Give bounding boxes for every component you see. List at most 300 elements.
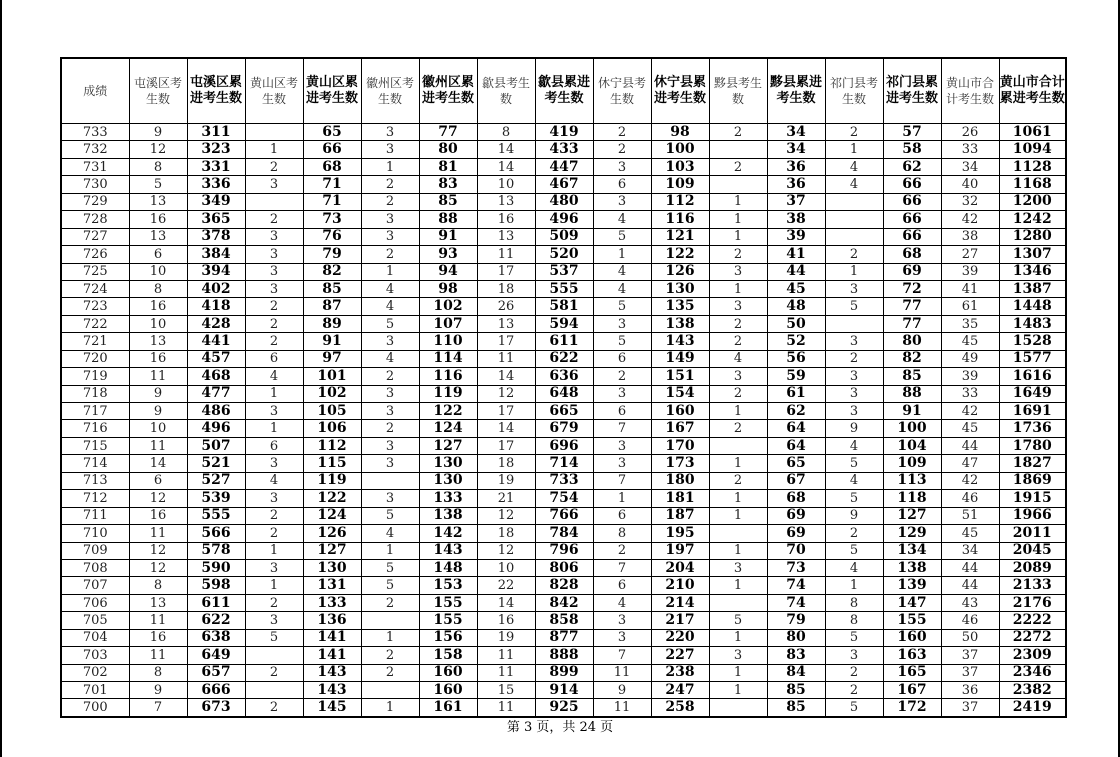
cell-huizhou-count [361,682,419,699]
cell-score: 711 [61,507,129,524]
cell-shexian-count: 13 [477,193,535,210]
header-city-total-count: 黄山市合计考生数 [941,58,999,124]
cell-qimen-cumulative: 127 [883,507,941,524]
cell-city-total-cumulative: 1736 [999,420,1066,437]
cell-score: 713 [61,472,129,489]
cell-city-total-cumulative: 1483 [999,315,1066,332]
cell-yixian-count: 3 [709,263,767,280]
cell-yixian-cumulative: 74 [767,577,825,594]
table-row [61,350,1066,367]
cell-city-total-count: 34 [941,542,999,559]
cell-shexian-cumulative: 888 [535,647,593,664]
cell-score: 721 [61,333,129,350]
cell-huizhou-count: 3 [361,437,419,454]
cell-score: 719 [61,368,129,385]
cell-huizhou-count: 5 [361,577,419,594]
cell-shexian-count: 11 [477,664,535,681]
cell-huangshan-count: 2 [245,664,303,681]
cell-huangshan-count: 3 [245,246,303,263]
cell-huizhou-cumulative: 80 [419,141,477,158]
cell-huizhou-count: 2 [361,368,419,385]
cell-huangshan-cumulative: 87 [303,298,361,315]
cell-huangshan-count: 3 [245,176,303,193]
header-tunxi-count: 屯溪区考生数 [129,58,187,124]
header-qimen-cumulative: 祁门县累进考生数 [883,58,941,124]
cell-qimen-cumulative: 147 [883,594,941,611]
cell-huizhou-count: 2 [361,594,419,611]
cell-city-total-count: 37 [941,647,999,664]
cell-yixian-cumulative: 44 [767,263,825,280]
cell-qimen-count: 5 [825,298,883,315]
cell-tunxi-cumulative: 539 [187,490,245,507]
cell-qimen-count: 5 [825,455,883,472]
cell-huangshan-count: 2 [245,507,303,524]
cell-yixian-count: 1 [709,542,767,559]
cell-city-total-cumulative: 1827 [999,455,1066,472]
cell-shexian-cumulative: 754 [535,490,593,507]
cell-huangshan-count: 1 [245,420,303,437]
cell-yixian-count [709,594,767,611]
cell-huangshan-cumulative: 112 [303,437,361,454]
cell-huangshan-cumulative: 91 [303,333,361,350]
cell-huizhou-count: 1 [361,158,419,175]
cell-huizhou-count: 4 [361,280,419,297]
cell-huangshan-count: 2 [245,211,303,228]
cell-yixian-cumulative: 79 [767,612,825,629]
cell-score: 714 [61,455,129,472]
cell-huizhou-cumulative: 116 [419,368,477,385]
cell-score: 707 [61,577,129,594]
cell-qimen-cumulative: 68 [883,246,941,263]
cell-qimen-cumulative: 91 [883,403,941,420]
cell-tunxi-count: 14 [129,455,187,472]
cell-xiuning-cumulative: 214 [651,594,709,611]
cell-city-total-count: 39 [941,263,999,280]
cell-huizhou-count: 3 [361,403,419,420]
cell-yixian-count: 1 [709,193,767,210]
cell-xiuning-cumulative: 103 [651,158,709,175]
cell-tunxi-cumulative: 394 [187,263,245,280]
cell-yixian-count: 2 [709,420,767,437]
cell-yixian-count: 1 [709,577,767,594]
cell-shexian-count: 16 [477,612,535,629]
table-row [61,176,1066,193]
cell-xiuning-cumulative: 167 [651,420,709,437]
cell-huangshan-cumulative: 101 [303,368,361,385]
cell-huizhou-cumulative: 142 [419,525,477,542]
cell-yixian-cumulative: 38 [767,211,825,228]
cell-tunxi-count: 13 [129,594,187,611]
cell-xiuning-cumulative: 187 [651,507,709,524]
cell-xiuning-count: 8 [593,525,651,542]
cell-qimen-cumulative: 129 [883,525,941,542]
cell-city-total-count: 51 [941,507,999,524]
cell-yixian-count [709,176,767,193]
cell-huangshan-count: 3 [245,403,303,420]
table-row [61,577,1066,594]
cell-huangshan-count: 1 [245,141,303,158]
cell-qimen-count: 8 [825,612,883,629]
cell-xiuning-count: 11 [593,664,651,681]
cell-huizhou-count [361,612,419,629]
cell-huangshan-count: 2 [245,315,303,332]
cell-shexian-cumulative: 636 [535,368,593,385]
cell-yixian-cumulative: 52 [767,333,825,350]
cell-city-total-count: 46 [941,612,999,629]
cell-huangshan-cumulative: 126 [303,525,361,542]
cell-yixian-cumulative: 59 [767,368,825,385]
cell-xiuning-cumulative: 227 [651,647,709,664]
cell-shexian-count: 14 [477,420,535,437]
cell-score: 716 [61,420,129,437]
cell-huangshan-cumulative: 130 [303,559,361,576]
cell-huangshan-cumulative: 115 [303,455,361,472]
cell-shexian-cumulative: 714 [535,455,593,472]
cell-xiuning-count: 11 [593,699,651,717]
cell-qimen-cumulative: 139 [883,577,941,594]
cell-qimen-cumulative: 72 [883,280,941,297]
cell-yixian-count [709,699,767,717]
cell-tunxi-cumulative: 590 [187,559,245,576]
cell-shexian-count: 14 [477,368,535,385]
cell-huizhou-count: 3 [361,333,419,350]
cell-huangshan-count: 3 [245,612,303,629]
cell-huangshan-count: 3 [245,280,303,297]
cell-qimen-cumulative: 85 [883,368,941,385]
cell-tunxi-cumulative: 598 [187,577,245,594]
cell-shexian-cumulative: 899 [535,664,593,681]
cell-city-total-cumulative: 2089 [999,559,1066,576]
cell-huizhou-count: 2 [361,664,419,681]
cell-shexian-cumulative: 877 [535,629,593,646]
table-row [61,594,1066,611]
cell-huangshan-cumulative: 133 [303,594,361,611]
cell-huangshan-cumulative: 136 [303,612,361,629]
cell-qimen-count: 2 [825,350,883,367]
cell-yixian-cumulative: 74 [767,594,825,611]
table-row [61,664,1066,681]
cell-huizhou-count: 2 [361,647,419,664]
cell-xiuning-count: 2 [593,542,651,559]
table-row [61,385,1066,402]
cell-tunxi-cumulative: 311 [187,124,245,141]
cell-xiuning-count: 2 [593,368,651,385]
cell-huizhou-count: 2 [361,176,419,193]
cell-yixian-cumulative: 68 [767,490,825,507]
cell-qimen-count [825,193,883,210]
cell-qimen-count: 4 [825,559,883,576]
cell-xiuning-cumulative: 98 [651,124,709,141]
cell-yixian-cumulative: 45 [767,280,825,297]
cell-huangshan-count: 1 [245,385,303,402]
cell-city-total-cumulative: 1280 [999,228,1066,245]
cell-tunxi-cumulative: 336 [187,176,245,193]
cell-huangshan-cumulative: 127 [303,542,361,559]
cell-tunxi-cumulative: 521 [187,455,245,472]
cell-xiuning-cumulative: 210 [651,577,709,594]
cell-qimen-count: 5 [825,699,883,717]
cell-qimen-cumulative: 172 [883,699,941,717]
cell-huangshan-cumulative: 71 [303,193,361,210]
cell-city-total-count: 44 [941,559,999,576]
cell-huizhou-count: 5 [361,507,419,524]
cell-xiuning-cumulative: 121 [651,228,709,245]
cell-xiuning-count: 2 [593,141,651,158]
header-xiuning-count: 休宁县考生数 [593,58,651,124]
table-row [61,280,1066,297]
table-row [61,699,1066,717]
cell-tunxi-cumulative: 507 [187,437,245,454]
cell-xiuning-count: 4 [593,594,651,611]
cell-huizhou-count: 3 [361,455,419,472]
cell-score: 701 [61,682,129,699]
cell-city-total-cumulative: 1346 [999,263,1066,280]
table-row [61,298,1066,315]
cell-shexian-count: 13 [477,228,535,245]
cell-huizhou-cumulative: 91 [419,228,477,245]
cell-yixian-count: 2 [709,472,767,489]
cell-tunxi-cumulative: 578 [187,542,245,559]
cell-city-total-cumulative: 1869 [999,472,1066,489]
cell-shexian-cumulative: 696 [535,437,593,454]
cell-city-total-cumulative: 1966 [999,507,1066,524]
cell-qimen-cumulative: 66 [883,228,941,245]
cell-qimen-count: 3 [825,403,883,420]
header-huangshan-count: 黄山区考生数 [245,58,303,124]
cell-tunxi-cumulative: 349 [187,193,245,210]
cell-huangshan-count: 4 [245,368,303,385]
cell-city-total-count: 61 [941,298,999,315]
cell-shexian-cumulative: 433 [535,141,593,158]
cell-tunxi-cumulative: 622 [187,612,245,629]
cell-city-total-cumulative: 2133 [999,577,1066,594]
cell-huangshan-cumulative: 102 [303,385,361,402]
cell-yixian-cumulative: 69 [767,507,825,524]
cell-tunxi-count: 9 [129,403,187,420]
cell-city-total-cumulative: 2176 [999,594,1066,611]
cell-huangshan-cumulative: 143 [303,664,361,681]
cell-city-total-count: 39 [941,368,999,385]
cell-tunxi-cumulative: 468 [187,368,245,385]
cell-score: 702 [61,664,129,681]
cell-tunxi-count: 11 [129,368,187,385]
cell-xiuning-cumulative: 100 [651,141,709,158]
cell-huangshan-cumulative: 82 [303,263,361,280]
cell-qimen-count: 3 [825,333,883,350]
cell-city-total-count: 35 [941,315,999,332]
cell-tunxi-count: 16 [129,350,187,367]
cell-city-total-count: 50 [941,629,999,646]
cell-qimen-cumulative: 80 [883,333,941,350]
cell-shexian-count: 19 [477,472,535,489]
cell-city-total-cumulative: 1200 [999,193,1066,210]
cell-score: 732 [61,141,129,158]
cell-city-total-cumulative: 2346 [999,664,1066,681]
cell-yixian-count [709,525,767,542]
cell-qimen-count: 1 [825,577,883,594]
cell-huangshan-cumulative: 105 [303,403,361,420]
cell-city-total-cumulative: 1242 [999,211,1066,228]
cell-huangshan-count [245,682,303,699]
cell-shexian-count: 10 [477,176,535,193]
cell-tunxi-count: 12 [129,542,187,559]
table-row [61,403,1066,420]
cell-xiuning-cumulative: 112 [651,193,709,210]
cell-huizhou-cumulative: 161 [419,699,477,717]
cell-huangshan-count: 2 [245,699,303,717]
cell-city-total-cumulative: 1649 [999,385,1066,402]
cell-city-total-count: 42 [941,211,999,228]
cell-qimen-cumulative: 66 [883,193,941,210]
cell-huangshan-count: 3 [245,455,303,472]
cell-tunxi-count: 10 [129,263,187,280]
cell-tunxi-cumulative: 611 [187,594,245,611]
cell-tunxi-cumulative: 638 [187,629,245,646]
cell-tunxi-count: 11 [129,437,187,454]
cell-score: 717 [61,403,129,420]
cell-xiuning-count: 5 [593,333,651,350]
cell-city-total-cumulative: 1061 [999,124,1066,141]
cell-yixian-count: 1 [709,682,767,699]
cell-qimen-cumulative: 118 [883,490,941,507]
cell-shexian-count: 22 [477,577,535,594]
cell-qimen-cumulative: 88 [883,385,941,402]
cell-yixian-cumulative: 83 [767,647,825,664]
cell-xiuning-cumulative: 154 [651,385,709,402]
cell-city-total-cumulative: 1780 [999,437,1066,454]
cell-shexian-cumulative: 828 [535,577,593,594]
cell-xiuning-cumulative: 135 [651,298,709,315]
cell-city-total-count: 44 [941,577,999,594]
cell-shexian-count: 11 [477,350,535,367]
cell-yixian-cumulative: 70 [767,542,825,559]
cell-huizhou-count: 1 [361,629,419,646]
cell-xiuning-count: 1 [593,490,651,507]
cell-tunxi-cumulative: 527 [187,472,245,489]
cell-huizhou-count: 1 [361,542,419,559]
cell-tunxi-count: 10 [129,420,187,437]
cell-tunxi-count: 8 [129,664,187,681]
cell-qimen-cumulative: 58 [883,141,941,158]
cell-huizhou-count: 3 [361,490,419,507]
table-row [61,420,1066,437]
cell-huangshan-cumulative: 71 [303,176,361,193]
cell-tunxi-count: 10 [129,315,187,332]
cell-xiuning-count: 3 [593,455,651,472]
cell-huizhou-cumulative: 160 [419,682,477,699]
cell-huizhou-cumulative: 93 [419,246,477,263]
cell-huangshan-cumulative: 122 [303,490,361,507]
cell-qimen-cumulative: 69 [883,263,941,280]
cell-huangshan-count: 1 [245,542,303,559]
cell-xiuning-cumulative: 220 [651,629,709,646]
cell-score: 710 [61,525,129,542]
cell-qimen-count: 1 [825,263,883,280]
cell-huizhou-count: 3 [361,211,419,228]
cell-qimen-cumulative: 109 [883,455,941,472]
cell-shexian-count: 14 [477,141,535,158]
cell-shexian-count: 8 [477,124,535,141]
cell-yixian-cumulative: 73 [767,559,825,576]
cell-yixian-count: 2 [709,158,767,175]
cell-qimen-cumulative: 134 [883,542,941,559]
cell-yixian-cumulative: 36 [767,158,825,175]
cell-xiuning-count: 4 [593,263,651,280]
cell-qimen-cumulative: 167 [883,682,941,699]
cell-yixian-cumulative: 48 [767,298,825,315]
cell-city-total-count: 42 [941,472,999,489]
cell-tunxi-count: 16 [129,298,187,315]
cell-huangshan-count: 4 [245,472,303,489]
header-shexian-count: 歙县考生数 [477,58,535,124]
cell-yixian-count: 3 [709,368,767,385]
cell-huizhou-count: 3 [361,228,419,245]
table-row [61,228,1066,245]
cell-shexian-cumulative: 858 [535,612,593,629]
cell-huizhou-cumulative: 77 [419,124,477,141]
cell-huizhou-cumulative: 119 [419,385,477,402]
cell-huizhou-cumulative: 98 [419,280,477,297]
header-yixian-count: 黟县考生数 [709,58,767,124]
cell-tunxi-count: 13 [129,333,187,350]
cell-city-total-count: 33 [941,141,999,158]
cell-city-total-count: 37 [941,699,999,717]
cell-xiuning-count: 7 [593,472,651,489]
cell-xiuning-count: 6 [593,176,651,193]
cell-shexian-count: 17 [477,333,535,350]
cell-yixian-cumulative: 67 [767,472,825,489]
cell-qimen-cumulative: 62 [883,158,941,175]
cell-tunxi-count: 5 [129,176,187,193]
cell-xiuning-count: 3 [593,193,651,210]
cell-huangshan-count: 3 [245,263,303,280]
cell-qimen-cumulative: 113 [883,472,941,489]
cell-qimen-count: 2 [825,124,883,141]
cell-huangshan-count: 3 [245,559,303,576]
cell-score: 700 [61,699,129,717]
cell-huangshan-cumulative: 145 [303,699,361,717]
cell-yixian-count: 1 [709,507,767,524]
cell-score: 729 [61,193,129,210]
cell-shexian-cumulative: 611 [535,333,593,350]
cell-tunxi-cumulative: 666 [187,682,245,699]
cell-city-total-cumulative: 2419 [999,699,1066,717]
cell-xiuning-cumulative: 143 [651,333,709,350]
cell-huangshan-cumulative: 79 [303,246,361,263]
cell-xiuning-count: 7 [593,420,651,437]
cell-city-total-count: 49 [941,350,999,367]
cell-tunxi-count: 6 [129,246,187,263]
cell-yixian-count: 4 [709,350,767,367]
cell-huizhou-count: 2 [361,193,419,210]
cell-city-total-cumulative: 1616 [999,368,1066,385]
cell-huizhou-cumulative: 155 [419,612,477,629]
cell-xiuning-count: 3 [593,629,651,646]
cell-tunxi-cumulative: 428 [187,315,245,332]
cell-huizhou-cumulative: 102 [419,298,477,315]
cell-xiuning-count: 3 [593,158,651,175]
cell-city-total-cumulative: 1128 [999,158,1066,175]
cell-yixian-cumulative: 69 [767,525,825,542]
cell-xiuning-cumulative: 109 [651,176,709,193]
cell-city-total-cumulative: 2309 [999,647,1066,664]
cell-huangshan-cumulative: 106 [303,420,361,437]
cell-shexian-cumulative: 537 [535,263,593,280]
cell-xiuning-cumulative: 173 [651,455,709,472]
cell-shexian-count: 12 [477,542,535,559]
cell-huangshan-count: 6 [245,437,303,454]
cell-city-total-cumulative: 1691 [999,403,1066,420]
